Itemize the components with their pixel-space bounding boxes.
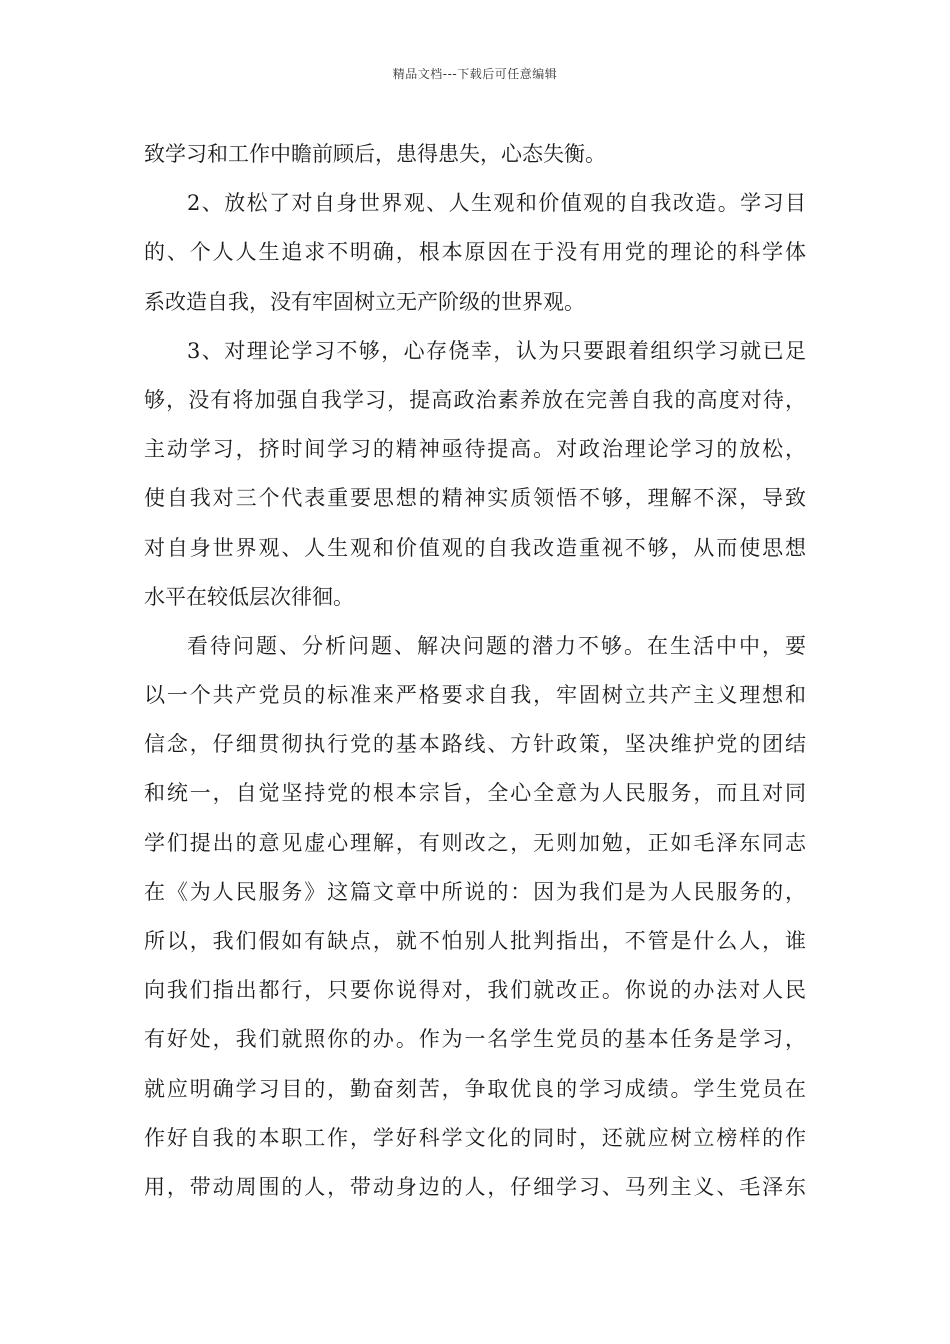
document-body: [144, 130, 806, 1212]
text-line: 和统一，自觉坚持党的根本宗旨，全心全意为人民服务，而且对同: [144, 781, 806, 806]
text-line: 以一个共产党员的标准来严格要求自我，牢固树立共产主义理想和: [144, 683, 806, 708]
text-line: 致学习和工作中瞻前顾后，患得患失，心态失衡。: [144, 142, 606, 166]
text-line: 有好处，我们就照你的办。作为一名学生党员的基本任务是学习，: [144, 1027, 806, 1052]
text-line: 作好自我的本职工作，学好科学文化的同时，还就应树立榜样的作: [144, 1125, 806, 1150]
text-line: 主动学习，挤时间学习的精神亟待提高。对政治理论学习的放松，: [144, 437, 806, 462]
text-line: 所以，我们假如有缺点，就不怕别人批判指出，不管是什么人，谁: [144, 929, 806, 953]
text-line: 向我们指出都行，只要你说得对，我们就改正。你说的办法对人民: [144, 978, 806, 1003]
text-line: 2、放松了对自身世界观、人生观和价值观的自我改造。学习目: [187, 191, 806, 216]
text-line: 信念，仔细贯彻执行党的基本路线、方针政策，坚决维护党的团结: [144, 732, 806, 757]
text-line: 就应明确学习目的，勤奋刻苦，争取优良的学习成绩。学生党员在: [144, 1076, 806, 1101]
text-line: 看待问题、分析问题、解决问题的潜力不够。在生活中中，要: [187, 633, 806, 658]
text-line: 用，带动周围的人，带动身边的人，仔细学习、马列主义、毛泽东: [144, 1174, 806, 1199]
page-header: 精品文档---下载后可任意编辑: [392, 67, 558, 81]
text-line: 3、对理论学习不够，心存侥幸，认为只要跟着组织学习就已足: [187, 338, 806, 363]
text-line: 在《为人民服务》这篇文章中所说的：因为我们是为人民服务的，: [144, 879, 806, 904]
text-line: 水平在较低层次徘徊。: [144, 584, 354, 609]
text-line: 的、个人人生追求不明确，根本原因在于没有用党的理论的科学体: [144, 240, 806, 265]
text-line: 对自身世界观、人生观和价值观的自我改造重视不够，从而使思想: [144, 535, 806, 560]
text-line: 系改造自我，没有牢固树立无产阶级的世界观。: [144, 289, 585, 314]
text-line: 学们提出的意见虚心理解，有则改之，无则加勉，正如毛泽东同志: [144, 830, 806, 855]
text-line: 够，没有将加强自我学习，提高政治素养放在完善自我的高度对待，: [144, 387, 806, 412]
text-line: 使自我对三个代表重要思想的精神实质领悟不够，理解不深，导致: [144, 486, 806, 511]
